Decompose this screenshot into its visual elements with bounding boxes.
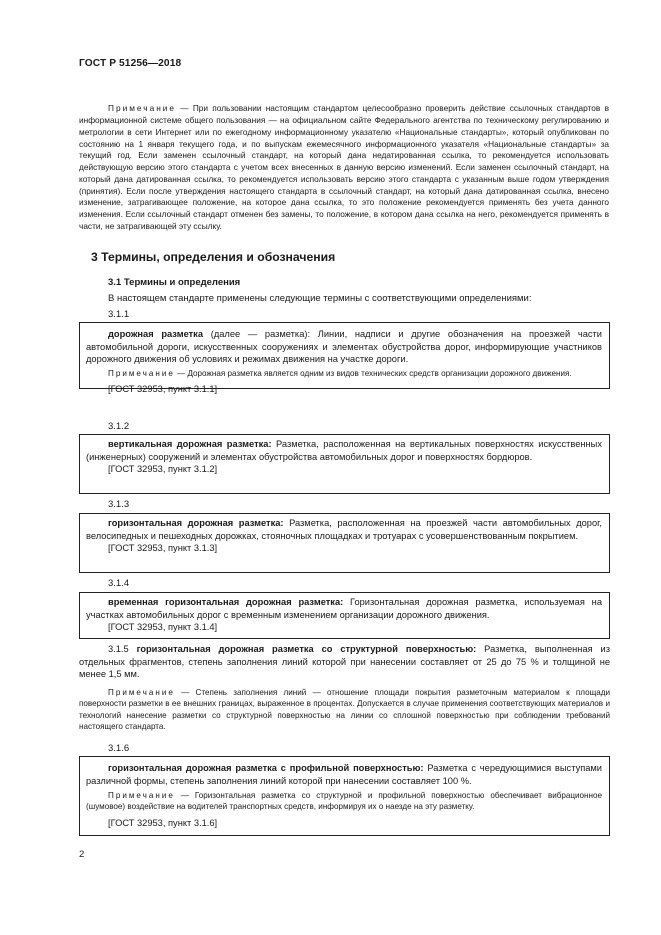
term-box-3-1-3 (79, 513, 610, 573)
term-number: 3.1.1 (108, 309, 130, 320)
term-number: 3.1.3 (108, 499, 130, 510)
term-reference: [ГОСТ 32953, пункт 3.1.1] (108, 384, 218, 395)
note-label: Примечание (108, 791, 175, 801)
note-label: Примечание (108, 103, 177, 114)
term-definition (80, 596, 609, 621)
term-text: Разметка, расположенная на вертикальных поверхностях искусственных (инженерных) сооружений и элементах обустройства автомобильных дорог и поверхностях бордюров. (86, 439, 602, 462)
term-box-3-1-4 (79, 592, 610, 639)
term-text: Разметка, выполненная из отдельных фрагментов, степень заполнения линий которой при нанесении составляет от 25 до 75 % и толщиной не менее 1,5 мм. (79, 644, 610, 680)
term-3-1-5-note (79, 687, 610, 732)
section-intro: В настоящем стандарте применены следующие термины с соответствующими определениями: (108, 293, 532, 304)
term-definition (80, 762, 609, 787)
term-name: горизонтальная дорожная разметка: (108, 518, 284, 528)
term-box-3-1-2 (79, 434, 610, 494)
reference-note (79, 103, 609, 232)
page-number: 2 (79, 849, 85, 860)
term-box-3-1-1 (79, 322, 610, 395)
term-reference: [ГОСТ 32953, пункт 3.1.4] (108, 622, 218, 633)
term-name: временная горизонтальная дорожная разметка: (108, 597, 344, 607)
note-text: — При пользовании настоящим стандартом целесообразно проверить действие ссылочных стандартов в информационной системе общего пользования — на официальном сайте Федерального агентства по техническому регулированию и метрологии в сети Интернет или по ежегодному информационному указателю «Национальные стандарты», который опубликован по состоянию на 1 января текущего года, и по выпускам ежемесячного информационного указателя «Национальные стандарты» за текущий год. Если заменен ссылочный стандарт, на который дана недатированная ссылка, то рекомендуется использовать действующую версию этого стандарта с учетом всех внесенных в данную версию изменений. Если заменен ссылочный стандарт, на который дана датированная ссылка, то рекомендуется использовать версию этого стандарта с указанным выше годом утверждения (принятия). Если после утверждения настоящего стандарта в ссылочный стандарт, на который дана датированная ссылка, внесено изменение, затрагивающее положение, на которое дана ссылка, то это положение рекомендуется применять без учета данного изменения. Если ссылочный стандарт отменен без замены, то положение, в котором дана ссылка на него, рекомендуется применять в части, не затрагивающей эту ссылку. (79, 103, 609, 231)
term-definition (80, 328, 609, 366)
term-text: (далее — разметка): Линии, надписи и другие обозначения на проезжей части автомобильной дороги, искусственных сооружениях и элементах обустройства дорог, информирующие участников дорожного движения об условиях и режимах движения на участке дороги. (86, 329, 602, 365)
term-reference: [ГОСТ 32953, пункт 3.1.2] (108, 464, 218, 475)
term-box-3-1-6 (79, 756, 610, 836)
note-label: Примечание (108, 368, 175, 378)
term-number: 3.1.5 (108, 644, 129, 654)
term-text: Разметка с чередующимися выступами различной формы, степень заполнения линий которой при нанесении составляет 100 %. (86, 763, 603, 786)
term-name: дорожная разметка (108, 329, 203, 339)
term-reference: [ГОСТ 32953, пункт 3.1.6] (108, 817, 218, 828)
term-name: вертикальная дорожная разметка: (108, 439, 272, 449)
term-name: горизонтальная дорожная разметка со структурной поверхностью: (136, 644, 477, 654)
term-note (80, 790, 609, 813)
term-number: 3.1.2 (108, 421, 130, 432)
term-number: 3.1.4 (108, 578, 130, 589)
term-reference: [ГОСТ 32953, пункт 3.1.3] (108, 543, 218, 554)
section-title: 3 Термины, определения и обозначения (91, 250, 336, 264)
note-text: — Степень заполнения линий — отношение площади покрытия разметочным материалом к площади поверхности разметки в ее внешних границах, выраженное в процентах. Допускается в случае применения соответствующих материалов и технологий нанесение разметки со структурной поверхностью на линии со сплошной поверхностью при соблюдении требований настоящего стандарта. (79, 688, 610, 731)
term-definition (80, 517, 609, 542)
term-name: горизонтальная дорожная разметка с профильной поверхностью: (108, 763, 424, 773)
term-note (80, 368, 609, 379)
term-definition (80, 438, 609, 463)
term-text: Горизонтальная дорожная разметка, используемая на участках автомобильных дорог с временным изменением организации дорожного движения. (86, 597, 602, 620)
note-text: — Горизонтальная разметка со структурной и профильной поверхностью обеспечивает вибрационное (шумовое) воздействие на водителей транспортных средств, информируя их о наезде на эту разметку. (86, 791, 602, 812)
term-3-1-5 (79, 643, 610, 681)
term-text: Разметка, расположенная на проезжей части автомобильных дорог, велосипедных и пешеходных дорожках, стояночных площадках и тротуарах с усовершенствованным покрытием. (86, 518, 602, 541)
subsection-title: 3.1 Термины и определения (108, 277, 241, 288)
term-number: 3.1.6 (108, 743, 130, 754)
standard-header: ГОСТ Р 51256—2018 (79, 58, 182, 69)
note-text: — Дорожная разметка является одним из видов технических средств организации дорожного движения. (174, 368, 572, 378)
note-label: Примечание (108, 688, 175, 697)
